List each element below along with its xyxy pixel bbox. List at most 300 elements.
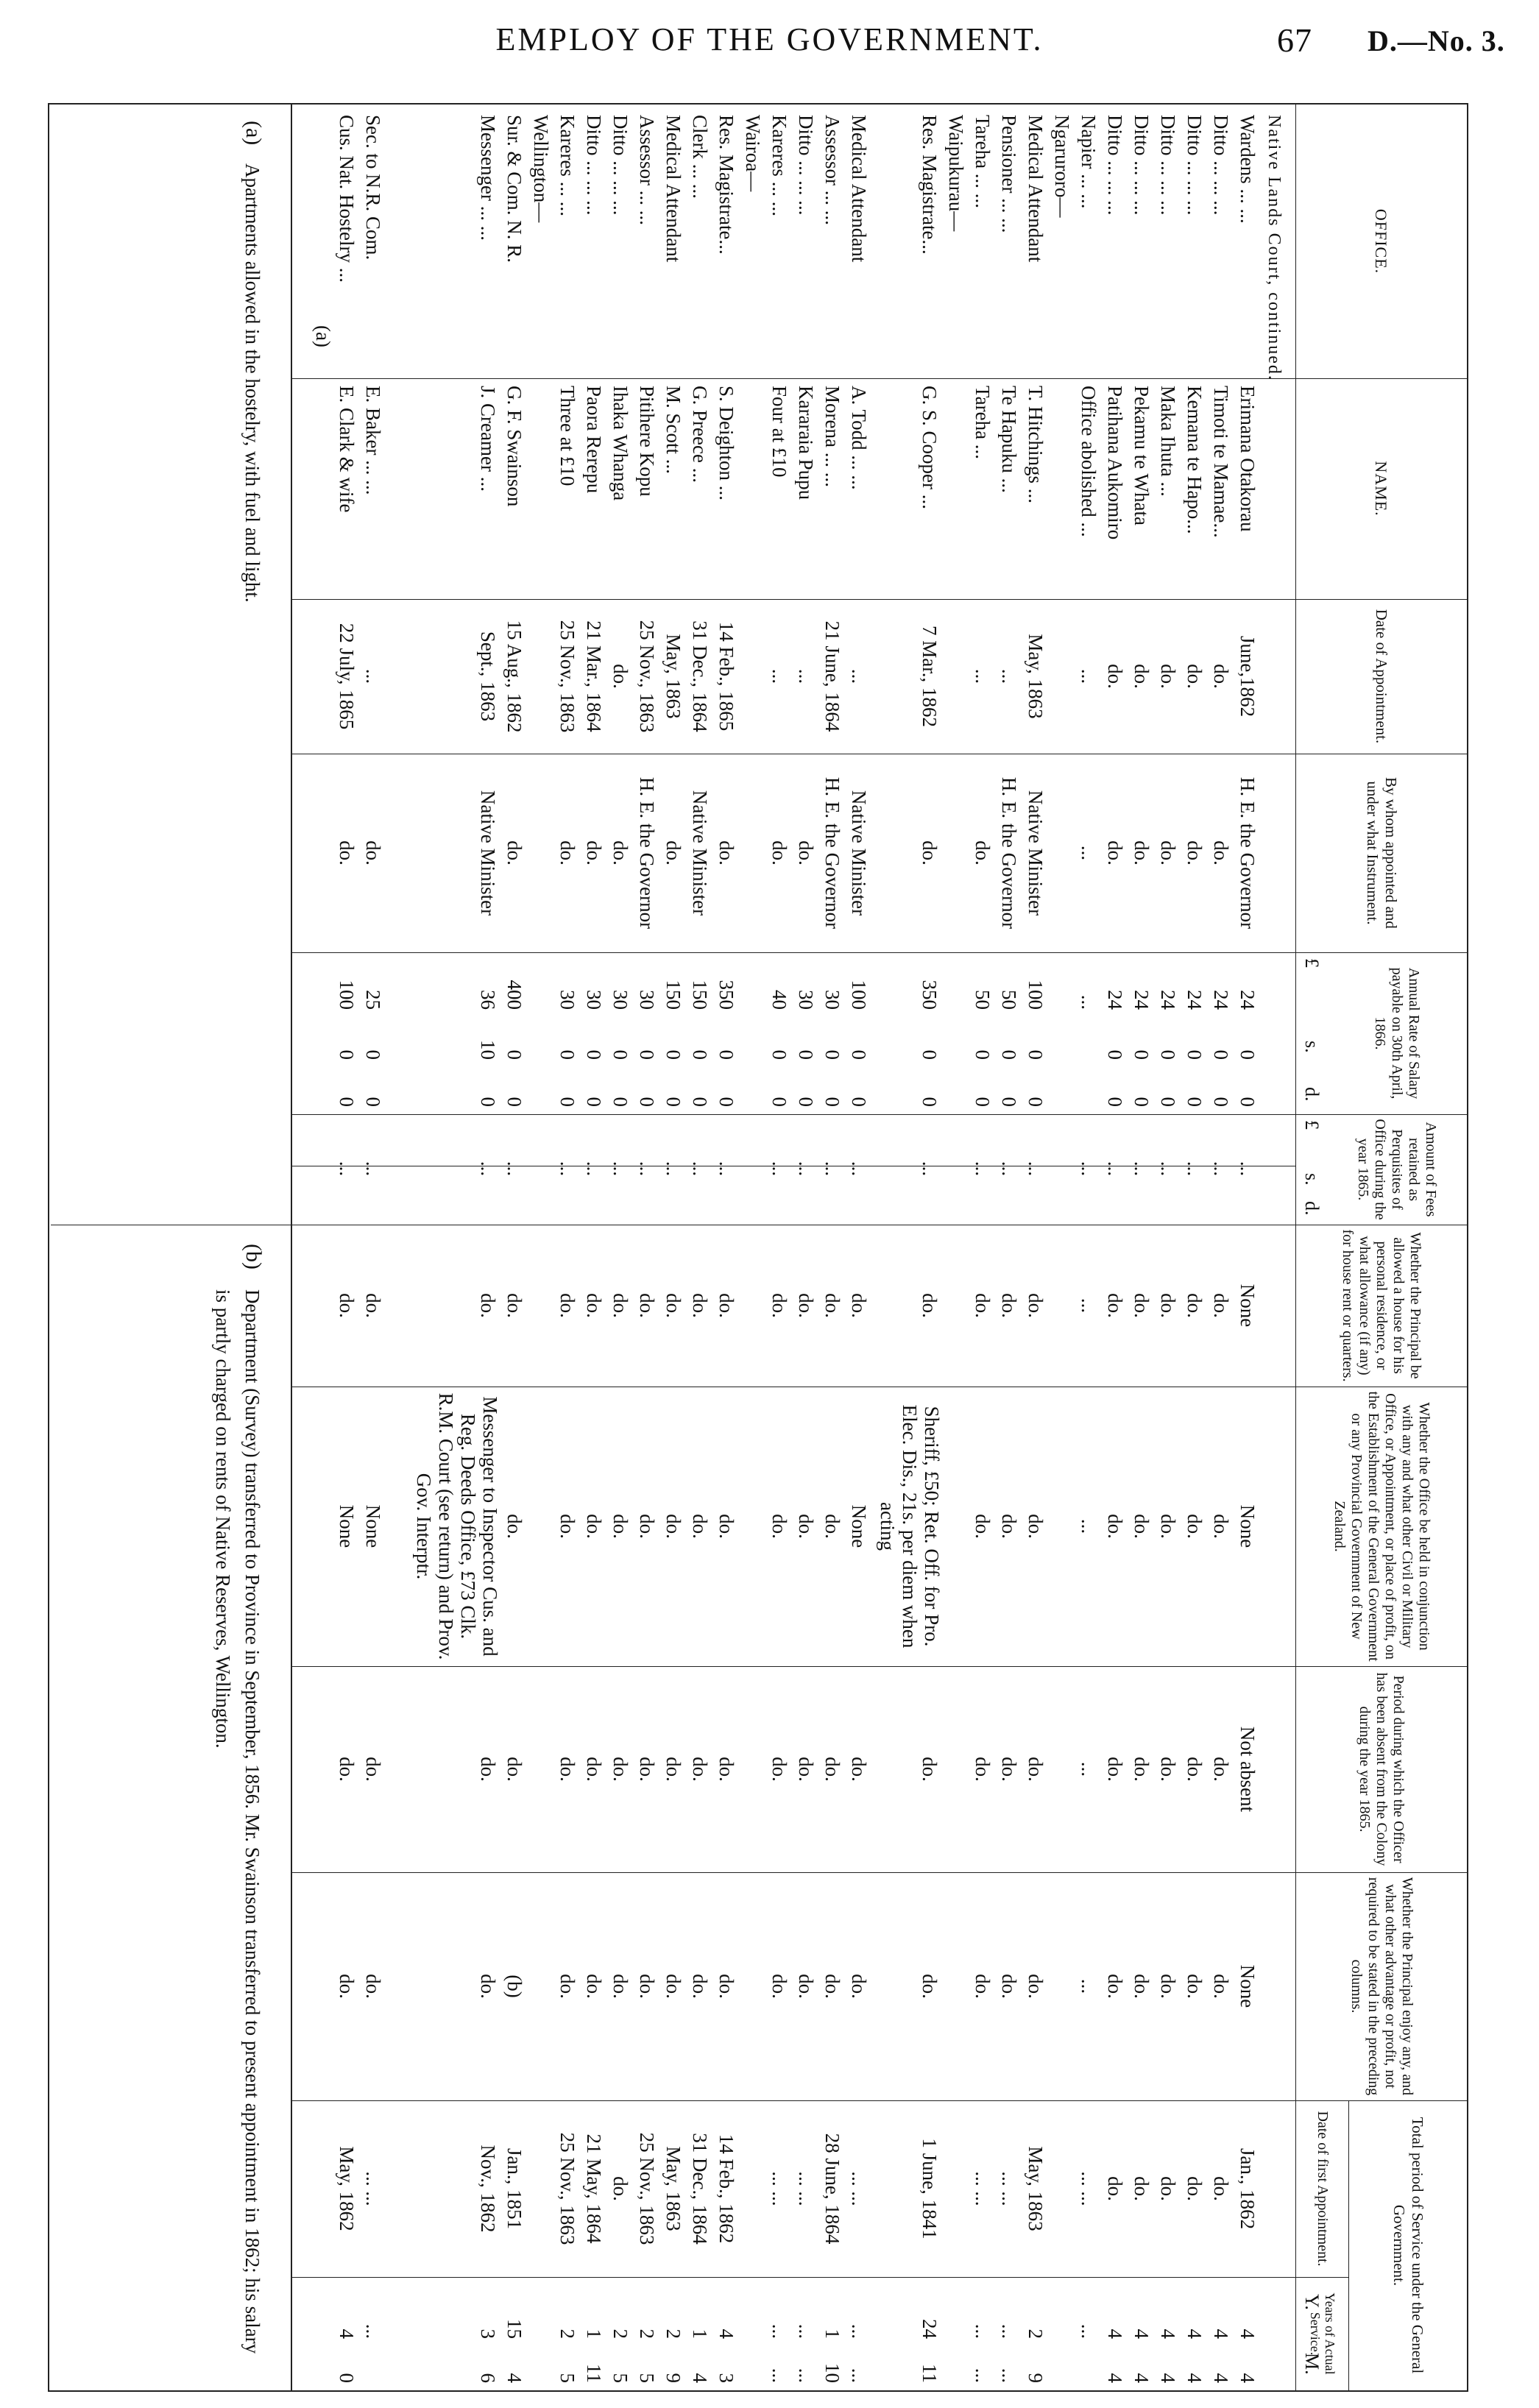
cell-other: do.: [1157, 1514, 1179, 1539]
cell-sal-l: 40: [768, 990, 790, 1010]
header-total-service: Total period of Service under the General Government.: [1390, 2117, 1426, 2374]
cell-months: 4: [1210, 2373, 1232, 2383]
cell-absent: do.: [1184, 1757, 1206, 1782]
cell-by: do.: [362, 840, 384, 865]
cell-fees: ...: [636, 1161, 658, 1177]
cell-fees: ...: [1236, 1161, 1259, 1177]
cell-sal-s: 0: [768, 1049, 790, 1060]
cell-date: 25 Nov., 1863: [556, 620, 579, 733]
cell-fees: ...: [998, 1161, 1020, 1177]
cell-adv: do.: [609, 1974, 631, 1999]
cell-other: do.: [503, 1514, 526, 1539]
cell-by: H. E. the Governor: [1236, 776, 1259, 929]
cell-years: 15: [503, 2319, 526, 2339]
cell-name: Erimana Otakorau: [1236, 386, 1259, 532]
cell-sal-l: 30: [821, 990, 843, 1010]
cell-sal-d: 0: [689, 1097, 711, 1107]
cell-sal-l: 350: [715, 980, 737, 1010]
cell-sal-l: ...: [1078, 994, 1100, 1010]
cell-office: Ditto ... ... ...: [1184, 115, 1206, 216]
section-title: Native Lands Court, continued.: [1264, 115, 1284, 381]
salary-shilling-unit: s.: [1301, 1041, 1323, 1053]
cell-office: Messenger ... ...: [477, 115, 499, 241]
cell-house: do.: [583, 1293, 605, 1318]
cell-by: Native Minister: [848, 790, 870, 916]
cell-first: do.: [1131, 2176, 1153, 2201]
cell-first: 25 Nov., 1863: [636, 2132, 658, 2245]
cell-absent: do.: [768, 1757, 790, 1782]
cell-months: 0: [336, 2373, 358, 2383]
header-name: NAME.: [1372, 461, 1391, 517]
cell-by: do.: [1131, 840, 1153, 865]
cell-name: J. Creamer ...: [477, 386, 499, 492]
cell-months: ...: [998, 2368, 1020, 2383]
cell-years: 4: [1236, 2329, 1259, 2339]
cell-first: ... ...: [972, 2171, 994, 2206]
cell-sal-d: 0: [583, 1097, 605, 1107]
cell-house: do.: [919, 1293, 941, 1318]
cell-years: 2: [609, 2329, 631, 2339]
months-unit: M.: [1301, 2353, 1323, 2375]
cell-first: do.: [1104, 2176, 1126, 2201]
cell-sal-d: 0: [715, 1097, 737, 1107]
cell-first: do.: [1157, 2176, 1179, 2201]
cell-sal-d: 0: [972, 1097, 994, 1107]
cell-absent: do.: [1157, 1757, 1179, 1782]
cell-office: Res. Magistrate...: [919, 115, 941, 255]
cell-adv: (b): [503, 1975, 526, 1998]
cell-sal-s: 0: [662, 1049, 684, 1060]
cell-house: do.: [556, 1293, 579, 1318]
cell-months: 11: [919, 2364, 941, 2383]
cell-name: Tareha ...: [972, 386, 994, 460]
cell-house: do.: [795, 1293, 817, 1318]
cell-fees: ...: [848, 1161, 870, 1177]
cell-date: do.: [1131, 664, 1153, 689]
cell-adv: do.: [1131, 1974, 1153, 1999]
cell-first: May, 1863: [1025, 2146, 1047, 2231]
cell-house: None: [1236, 1283, 1259, 1328]
fees-pound-unit: £: [1301, 1120, 1323, 1130]
cell-office: Napier ... ...: [1078, 115, 1100, 209]
cell-adv: do.: [821, 1974, 843, 1999]
cell-office: Sec. to N.R. Com.: [362, 115, 384, 261]
cell-name: G. Preece ...: [689, 386, 711, 483]
cell-first: May, 1863: [662, 2146, 684, 2231]
cell-years: 4: [1210, 2329, 1232, 2339]
cell-office: Res. Magistrate...: [715, 115, 737, 255]
cell-fees: ...: [609, 1161, 631, 1177]
cell-absent: do.: [1025, 1757, 1047, 1782]
fees-pence-unit: d.: [1301, 1201, 1323, 1216]
cell-absent: do.: [1131, 1757, 1153, 1782]
cell-by: do.: [556, 840, 579, 865]
cell-other: do.: [1025, 1514, 1047, 1539]
cell-fees: ...: [972, 1161, 994, 1177]
cell-house: do.: [1210, 1293, 1232, 1318]
header-advantage: Whether the Principal enjoy any, and what other advantage or profit, not required to be stated in the preceding columns.: [1348, 1877, 1415, 2096]
cell-years: ...: [998, 2323, 1020, 2339]
cell-sal-d: 0: [636, 1097, 658, 1107]
cell-absent: do.: [583, 1757, 605, 1782]
cell-years: 2: [556, 2329, 579, 2339]
cell-sal-l: 24: [1157, 990, 1179, 1010]
cell-by: do.: [972, 840, 994, 865]
cell-sal-d: 0: [848, 1097, 870, 1107]
cell-name: Pekamu te Whata: [1131, 386, 1153, 525]
cell-name: A. Todd ... ...: [848, 386, 870, 490]
footnotes: [48, 103, 291, 2392]
cell-months: ...: [768, 2368, 790, 2383]
cell-first: do.: [1184, 2176, 1206, 2201]
cell-fees: ...: [715, 1161, 737, 1177]
cell-date: ...: [768, 668, 790, 684]
cell-house: do.: [689, 1293, 711, 1318]
cell-absent: do.: [795, 1757, 817, 1782]
cell-by: do.: [1104, 840, 1126, 865]
footnote-b-mark: (b): [241, 1244, 266, 1269]
cell-first: 28 June, 1864: [821, 2133, 843, 2245]
cell-by: H. E. the Governor: [636, 776, 658, 929]
cell-years: 4: [1131, 2329, 1153, 2339]
cell-first: May, 1862: [336, 2146, 358, 2231]
cell-by: do.: [715, 840, 737, 865]
cell-other: do.: [998, 1514, 1020, 1539]
cell-sal-d: 0: [998, 1097, 1020, 1107]
cell-house: do.: [715, 1293, 737, 1318]
cell-house: do.: [362, 1293, 384, 1318]
footnote-b: Department (Survey) transferred to Province in September, 1856. Mr. Swainson transferred to present appointment in 1862; his salary is partly charged on rents of Native Reserves, Wellington.: [212, 1289, 263, 2354]
cell-adv: None: [1236, 1964, 1259, 2008]
cell-first: ... ...: [362, 2171, 384, 2206]
cell-sal-s: 0: [609, 1049, 631, 1060]
cell-house: do.: [1184, 1293, 1206, 1318]
cell-sal-l: 24: [1236, 990, 1259, 1010]
cell-other: do.: [821, 1514, 843, 1539]
cell-office: Medical Attendant: [1025, 115, 1047, 263]
cell-date: ...: [362, 668, 384, 684]
cell-name: Te Hapuku ...: [998, 386, 1020, 493]
cell-months: 3: [715, 2373, 737, 2383]
cell-sal-l: 50: [998, 990, 1020, 1010]
cell-sal-s: 0: [715, 1049, 737, 1060]
cell-absent: do.: [662, 1757, 684, 1782]
cell-sal-s: 0: [848, 1049, 870, 1060]
cell-sal-s: 0: [1131, 1049, 1153, 1060]
cell-house: do.: [1131, 1293, 1153, 1318]
cell-other: do.: [1210, 1514, 1232, 1539]
cell-other: None: [336, 1504, 358, 1548]
cell-sal-d: 0: [1210, 1097, 1232, 1107]
cell-adv: do.: [715, 1974, 737, 1999]
cell-office: Ditto ... ... ...: [1131, 115, 1153, 216]
cell-house: do.: [998, 1293, 1020, 1318]
cell-house: do.: [1025, 1293, 1047, 1318]
page-title: EMPLOY OF THE GOVERNMENT.: [495, 21, 1044, 57]
cell-sal-d: 0: [1104, 1097, 1126, 1107]
cell-sal-s: 0: [919, 1049, 941, 1060]
cell-fees: ...: [662, 1161, 684, 1177]
cell-sal-l: 400: [503, 980, 526, 1010]
cell-absent: do.: [1104, 1757, 1126, 1782]
cell-sal-d: 0: [609, 1097, 631, 1107]
cell-adv: do.: [1184, 1974, 1206, 1999]
cell-sal-s: 0: [583, 1049, 605, 1060]
cell-sal-s: 0: [972, 1049, 994, 1060]
cell-months: 4: [1157, 2373, 1179, 2383]
cell-months: 4: [503, 2373, 526, 2383]
cell-sal-s: 0: [556, 1049, 579, 1060]
cell-fees: ...: [795, 1161, 817, 1177]
cell-sal-s: 0: [1104, 1049, 1126, 1060]
cell-name: Kemana te Hapo...: [1184, 386, 1206, 534]
return-table: [291, 103, 1468, 2392]
cell-years: 24: [919, 2319, 941, 2339]
cell-years: 1: [821, 2329, 843, 2339]
cell-by: do.: [583, 840, 605, 865]
cell-first: ... ...: [998, 2171, 1020, 2206]
cell-by: do.: [503, 840, 526, 865]
cell-sal-s: 0: [689, 1049, 711, 1060]
header-other-office: Whether the Office be held in conjunction with any and what other Civil or Military Office, or Appointment, or place of profit, on the Establishment of the General Government or any Provincial Government of New Zealand.: [1331, 1391, 1432, 1662]
cell-office: Assessor ... ...: [636, 115, 658, 226]
cell-absent: do.: [503, 1757, 526, 1782]
cell-sal-s: 0: [1236, 1049, 1259, 1060]
cell-name: Office abolished ...: [1078, 386, 1100, 537]
cell-name: G. S. Cooper ...: [919, 386, 941, 509]
cell-office: Pensioner ... ...: [998, 115, 1020, 233]
cell-house: do.: [1104, 1293, 1126, 1318]
cell-office: Ditto ... ... ...: [609, 115, 631, 216]
cell-first: 31 Dec., 1864: [689, 2133, 711, 2245]
cell-sal-d: 0: [1025, 1097, 1047, 1107]
cell-house: do.: [636, 1293, 658, 1318]
cell-fees: ...: [556, 1161, 579, 1177]
cell-office: Assessor ... ...: [821, 115, 843, 226]
cell-years: ...: [795, 2323, 817, 2339]
cell-by: do.: [1157, 840, 1179, 865]
cell-sal-l: 36: [477, 990, 499, 1010]
cell-date: do.: [609, 664, 631, 689]
cell-adv: do.: [972, 1974, 994, 1999]
cell-other: do.: [636, 1514, 658, 1539]
cell-house: do.: [972, 1293, 994, 1318]
cell-fees: ...: [1104, 1161, 1126, 1177]
cell-house: do.: [848, 1293, 870, 1318]
footnote-a: Apartments allowed in the hostelry, with fuel and light.: [241, 163, 263, 603]
cell-fees: ...: [1157, 1161, 1179, 1177]
cell-sal-d: 0: [556, 1097, 579, 1107]
cell-first: do.: [1210, 2176, 1232, 2201]
cell-sal-l: 24: [1184, 990, 1206, 1010]
cell-fees: ...: [919, 1161, 941, 1177]
cell-other: do.: [972, 1514, 994, 1539]
header-absence: Period during which the Officer has been absent from the Colony during the year 1865.: [1356, 1672, 1407, 1866]
cell-office: Ditto ... ... ...: [1157, 115, 1179, 216]
cell-sal-d: 0: [1184, 1097, 1206, 1107]
cell-other: do.: [795, 1514, 817, 1539]
cell-sal-l: 24: [1104, 990, 1126, 1010]
cell-fees: ...: [768, 1161, 790, 1177]
page-number: 67: [1277, 21, 1312, 59]
cell-date: do.: [1104, 664, 1126, 689]
cell-other: do.: [583, 1514, 605, 1539]
cell-date: 31 Dec., 1864: [689, 620, 711, 732]
hostelry-note-mark: (a): [312, 325, 334, 347]
cell-adv: do.: [919, 1974, 941, 1999]
cell-months: 6: [477, 2373, 499, 2383]
cell-sal-l: 100: [848, 980, 870, 1010]
cell-sal-d: 0: [919, 1097, 941, 1107]
cell-months: 11: [583, 2364, 605, 2383]
cell-sal-l: 24: [1210, 990, 1232, 1010]
cell-absent: Not absent: [1236, 1726, 1259, 1813]
cell-sal-l: 150: [662, 980, 684, 1010]
cell-date: June,1862: [1236, 635, 1259, 718]
cell-years: ...: [848, 2323, 870, 2339]
cell-by: do.: [662, 840, 684, 865]
cell-years: ...: [768, 2323, 790, 2339]
cell-date: 22 July, 1865: [336, 623, 358, 730]
cell-sal-l: 100: [1025, 980, 1047, 1010]
cell-sal-s: 10: [477, 1040, 499, 1060]
cell-other: do.: [556, 1514, 579, 1539]
cell-by: Native Minister: [689, 790, 711, 916]
cell-sal-d: 0: [1236, 1097, 1259, 1107]
header-by-whom: By whom appointed and under what Instrument.: [1364, 777, 1400, 929]
cell-date: 25 Nov., 1863: [636, 620, 658, 733]
cell-absent: do.: [821, 1757, 843, 1782]
cell-months: 4: [1184, 2373, 1206, 2383]
cell-absent: ...: [1078, 1761, 1100, 1777]
cell-sal-d: 0: [768, 1097, 790, 1107]
cell-fees: ...: [821, 1161, 843, 1177]
cell-fees: ...: [477, 1161, 499, 1177]
cell-house: ...: [1078, 1297, 1100, 1314]
cell-adv: ...: [1078, 1978, 1100, 1994]
cell-by: Native Minister: [477, 790, 499, 916]
cell-absent: do.: [362, 1757, 384, 1782]
cell-fees: ...: [689, 1161, 711, 1177]
cell-first: Jan., 1862: [1236, 2147, 1259, 2230]
cell-adv: do.: [336, 1974, 358, 1999]
cell-years: 4: [336, 2329, 358, 2339]
cell-by: do.: [336, 840, 358, 865]
cell-name: Morena ... ...: [821, 386, 843, 487]
cell-absent: do.: [848, 1757, 870, 1782]
cell-office: Medical Attendant: [662, 115, 684, 263]
footnote-a-mark: (a): [241, 121, 266, 146]
cell-years: 3: [477, 2329, 499, 2339]
cell-by: H. E. the Governor: [998, 776, 1020, 929]
section-title: Ngaruroro—: [1051, 115, 1073, 218]
cell-sal-l: 30: [583, 990, 605, 1010]
header-fees: Amount of Fees retained as Perquisites of Office during the year 1865.: [1355, 1119, 1440, 1220]
cell-sal-l: 30: [609, 990, 631, 1010]
cell-by: do.: [768, 840, 790, 865]
cell-months: 9: [662, 2373, 684, 2383]
cell-date: ...: [998, 668, 1020, 684]
cell-office: Wardens ... ...: [1236, 115, 1259, 224]
cell-years: 1: [583, 2329, 605, 2339]
cell-date: May, 1863: [662, 634, 684, 719]
cell-sal-s: 0: [795, 1049, 817, 1060]
cell-adv: do.: [689, 1974, 711, 1999]
cell-sal-s: 0: [1184, 1049, 1206, 1060]
header-salary: Annual Rate of Salary payable on 30th April, 1866.: [1372, 967, 1423, 1099]
cell-name: Three at £10: [556, 386, 579, 486]
cell-years: ...: [972, 2323, 994, 2339]
cell-first: 1 June, 1841: [919, 2138, 941, 2239]
header-office: OFFICE.: [1372, 208, 1391, 275]
cell-name: E. Clark & wife: [336, 386, 358, 513]
cell-sal-d: 0: [662, 1097, 684, 1107]
cell-adv: do.: [662, 1974, 684, 1999]
cell-months: 4: [1131, 2373, 1153, 2383]
cell-date: do.: [1157, 664, 1179, 689]
cell-other: Messenger to Inspector Cus. and Reg. Deeds Office, £73 Clk. R.M. Court (see return) and Prov. Gov. Interptr.: [413, 1392, 501, 1660]
cell-by: Native Minister: [1025, 790, 1047, 916]
cell-date: ...: [848, 668, 870, 684]
cell-years: 4: [1184, 2329, 1206, 2339]
cell-years: 2: [1025, 2329, 1047, 2339]
cell-office: Ditto ... ... ...: [795, 115, 817, 216]
cell-years: 2: [662, 2329, 684, 2339]
cell-other: None: [362, 1504, 384, 1548]
cell-sal-d: 0: [1131, 1097, 1153, 1107]
cell-name: G. F. Swainson: [503, 386, 526, 507]
cell-adv: do.: [556, 1974, 579, 1999]
cell-office: Kareres ... ...: [556, 115, 579, 216]
cell-name: Paora Rerepu: [583, 386, 605, 494]
cell-sal-d: 0: [477, 1097, 499, 1107]
cell-fees: ...: [1210, 1161, 1232, 1177]
cell-date: 21 Mar., 1864: [583, 620, 605, 732]
cell-sal-d: 0: [1157, 1097, 1179, 1107]
cell-house: do.: [821, 1293, 843, 1318]
cell-other: do.: [1131, 1514, 1153, 1539]
cell-adv: do.: [998, 1974, 1020, 1999]
cell-other: do.: [1104, 1514, 1126, 1539]
cell-sal-l: 350: [919, 980, 941, 1010]
cell-sal-s: 0: [336, 1049, 358, 1060]
cell-sal-l: 100: [336, 980, 358, 1010]
cell-house: do.: [609, 1293, 631, 1318]
cell-office: Ditto ... ... ...: [1210, 115, 1232, 216]
cell-name: Patihana Aukomiro: [1104, 386, 1126, 540]
cell-months: 10: [821, 2363, 843, 2383]
cell-other: None: [1236, 1504, 1259, 1548]
cell-sal-s: 0: [1210, 1049, 1232, 1060]
document-reference: D.—No. 3.: [1368, 24, 1505, 57]
cell-adv: do.: [1025, 1974, 1047, 1999]
cell-fees: ...: [1131, 1161, 1153, 1177]
header-date: Date of Appointment.: [1373, 609, 1391, 744]
cell-date: ...: [1078, 668, 1100, 684]
cell-fees: ...: [583, 1161, 605, 1177]
cell-name: Ihaka Whanga: [609, 386, 631, 501]
cell-months: 4: [689, 2373, 711, 2383]
cell-fees: ...: [362, 1161, 384, 1177]
cell-fees: ...: [1025, 1161, 1047, 1177]
fees-shilling-unit: s.: [1301, 1173, 1323, 1186]
cell-sal-d: 0: [795, 1097, 817, 1107]
cell-first: 25 Nov., 1863: [556, 2132, 579, 2245]
cell-first: Jan., 1851: [503, 2147, 526, 2230]
cell-years: 4: [715, 2329, 737, 2339]
section-title: Wairoa—: [742, 115, 764, 192]
cell-first: Nov., 1862: [477, 2145, 499, 2233]
